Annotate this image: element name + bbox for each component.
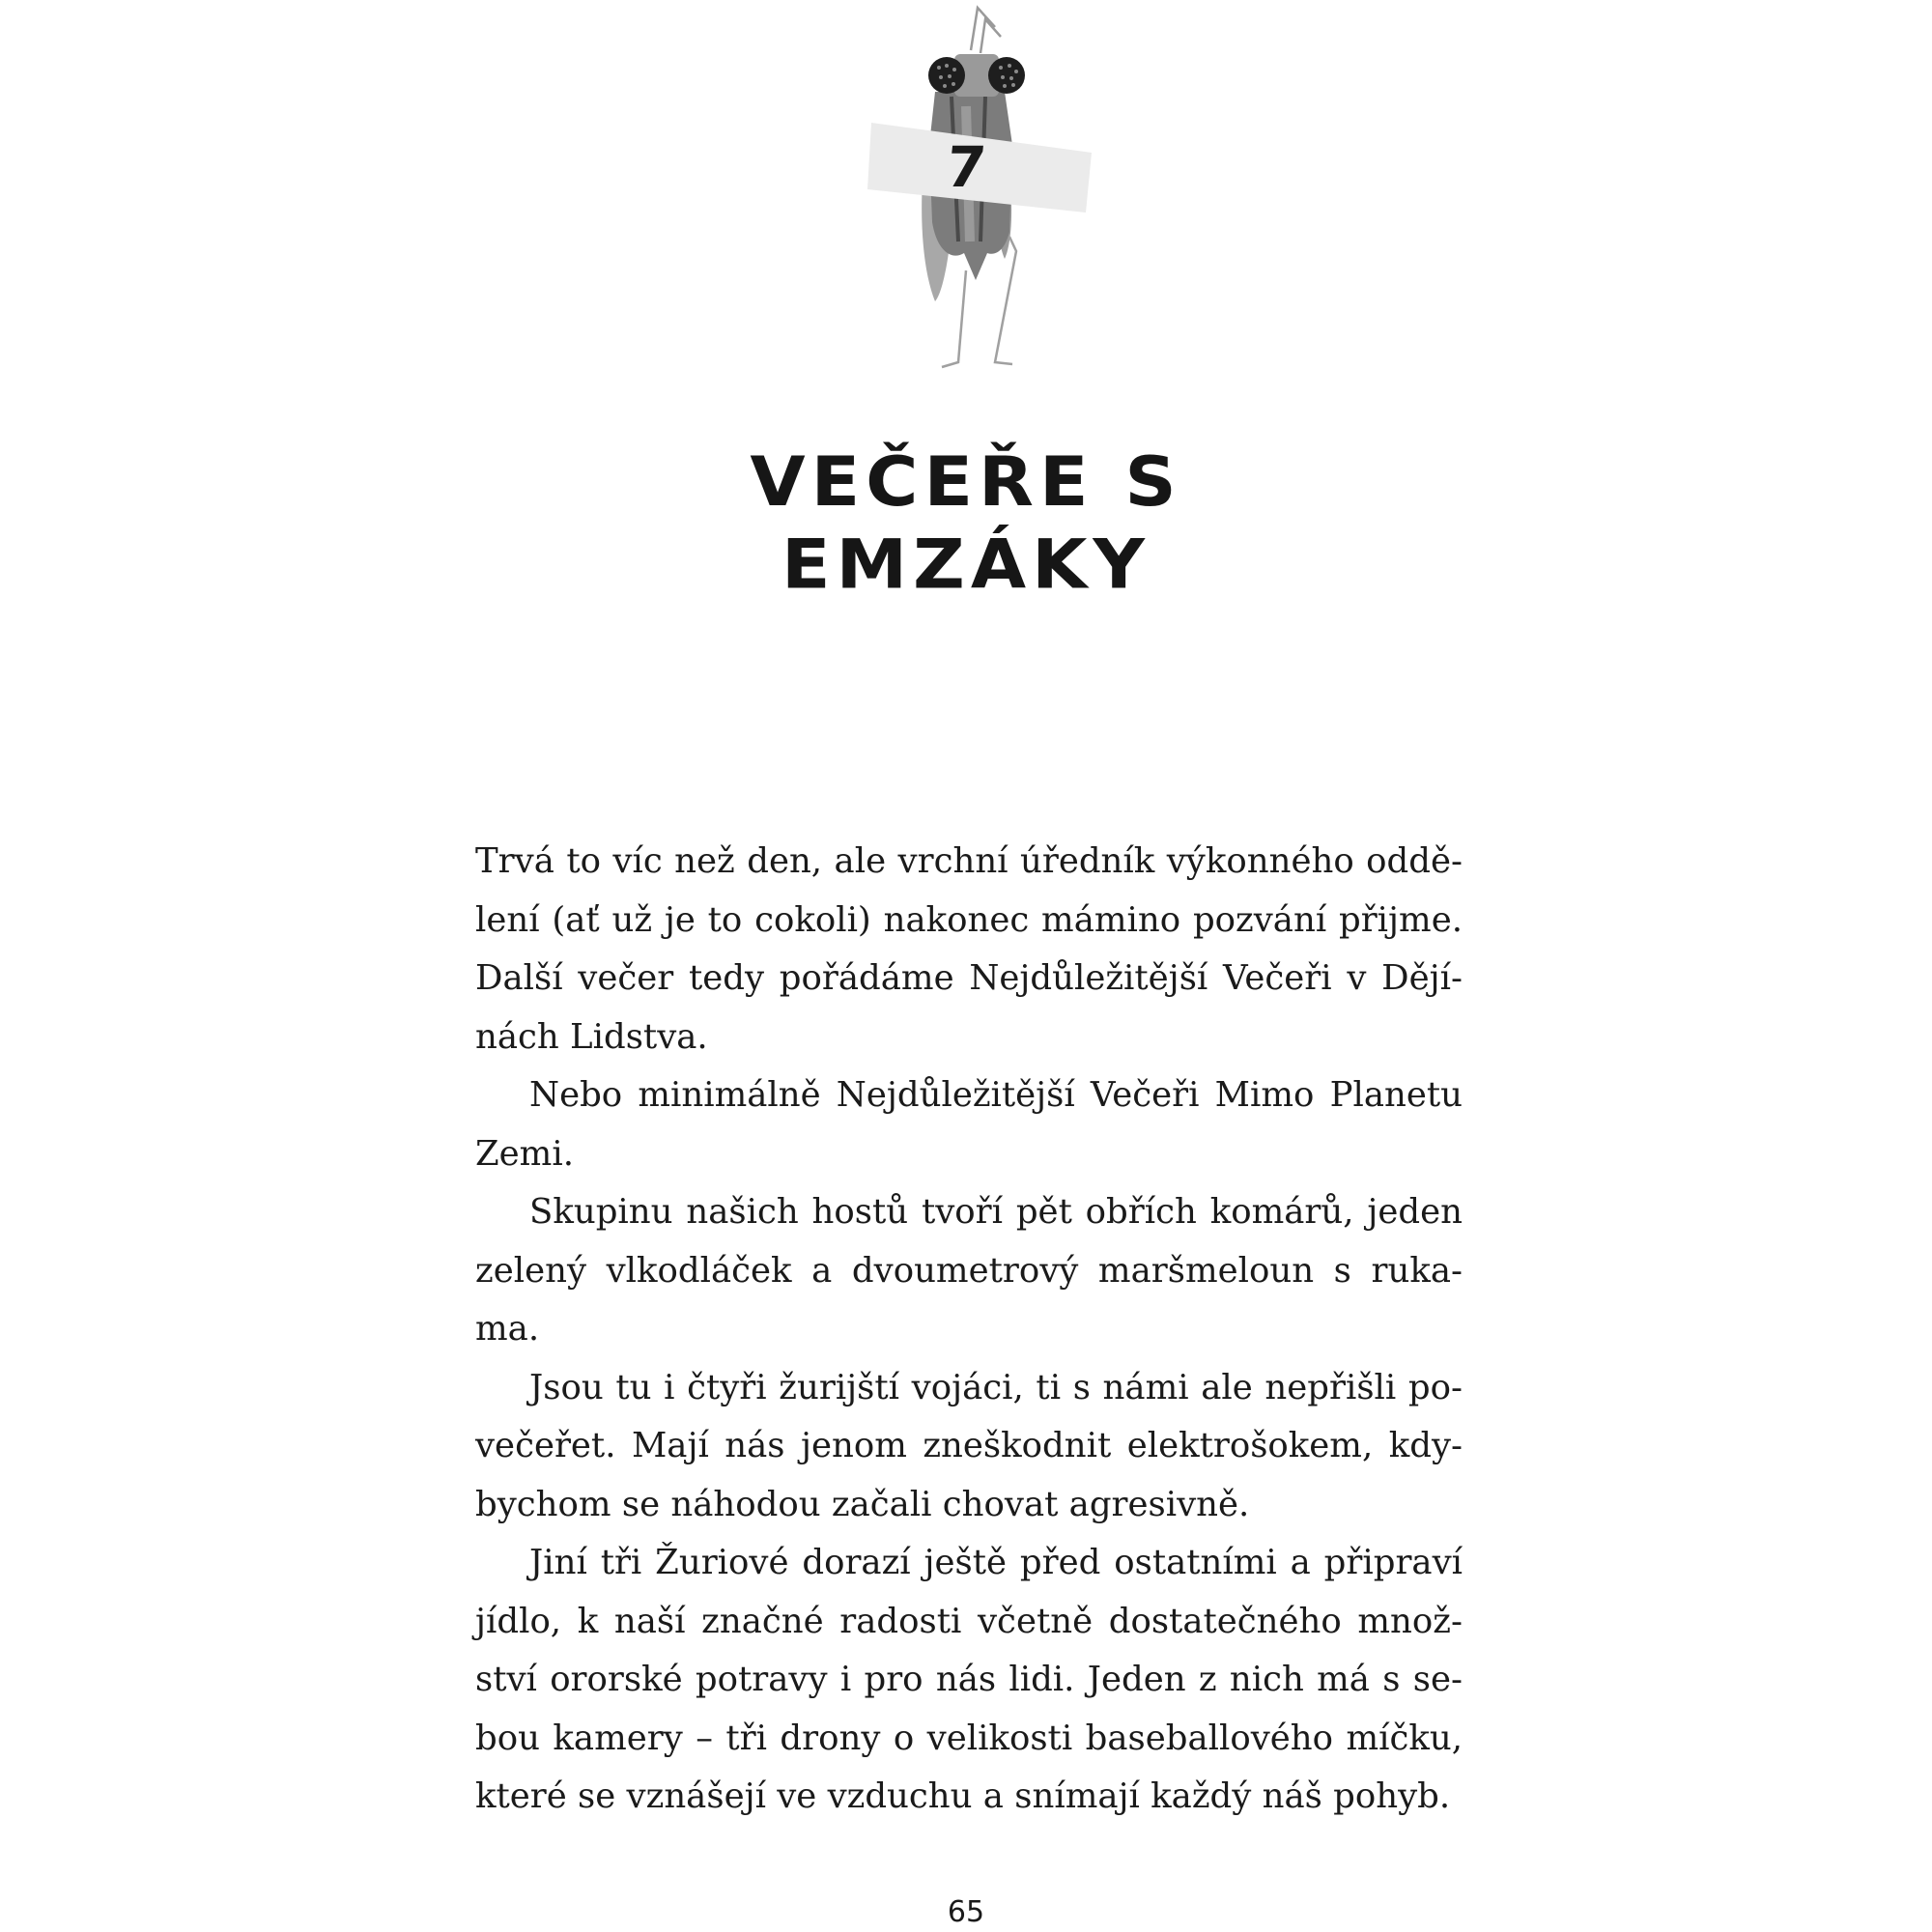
chapter-title: VEČEŘE S EMZÁKY	[750, 442, 1182, 605]
leg-left	[942, 270, 966, 367]
text-line: ma.	[475, 1309, 540, 1349]
antenna-right	[980, 19, 1001, 53]
page-number: 65	[947, 1895, 985, 1929]
text-line: Další večer tedy pořádáme Nejdůležitější Večeři v Dějí-	[475, 958, 1463, 998]
text-line: ství ororské potravy i pro nás lidi. Jeden z nich má s se-	[475, 1660, 1463, 1699]
text-line: zelený vlkodláček a dvoumetrový maršmeloun s ruka-	[475, 1250, 1463, 1291]
text-line: Zemi.	[475, 1133, 574, 1174]
text-line: Jiní tři Žuriové dorazí ještě před ostatními a připraví	[529, 1543, 1463, 1582]
text-line: nách Lidstva.	[475, 1016, 708, 1057]
eye-right	[988, 57, 1025, 94]
text-line: Jsou tu i čtyři žurijští vojáci, ti s námi ale nepřišli po-	[529, 1367, 1463, 1407]
text-line: Nebo minimálně Nejdůležitější Večeři Mimo Planetu	[529, 1075, 1463, 1115]
chapter-number: 7	[943, 134, 989, 200]
chapter-body-text	[475, 833, 1463, 1827]
text-line: Trvá to víc než den, ale vrchní úředník výkonného oddě-	[475, 841, 1463, 881]
text-line: bou kamery – tři drony o velikosti baseballového míčku,	[475, 1718, 1463, 1758]
text-line: jídlo, k naší značné radosti včetně dostatečného množ-	[475, 1601, 1463, 1641]
text-line: večeřet. Mají nás jenom zneškodnit elektrošokem, kdy-	[475, 1426, 1463, 1465]
eye-left	[928, 57, 965, 94]
text-line: Skupinu našich hostů tvoří pět obřích komárů, jeden	[529, 1192, 1463, 1232]
text-line: lení (ať už je to cokoli) nakonec mámino pozvání přijme.	[475, 899, 1463, 940]
text-line: bychom se náhodou začali chovat agresivně.	[475, 1484, 1250, 1524]
text-line: které se vznášejí ve vzduchu a snímají každý náš pohyb.	[475, 1776, 1451, 1816]
